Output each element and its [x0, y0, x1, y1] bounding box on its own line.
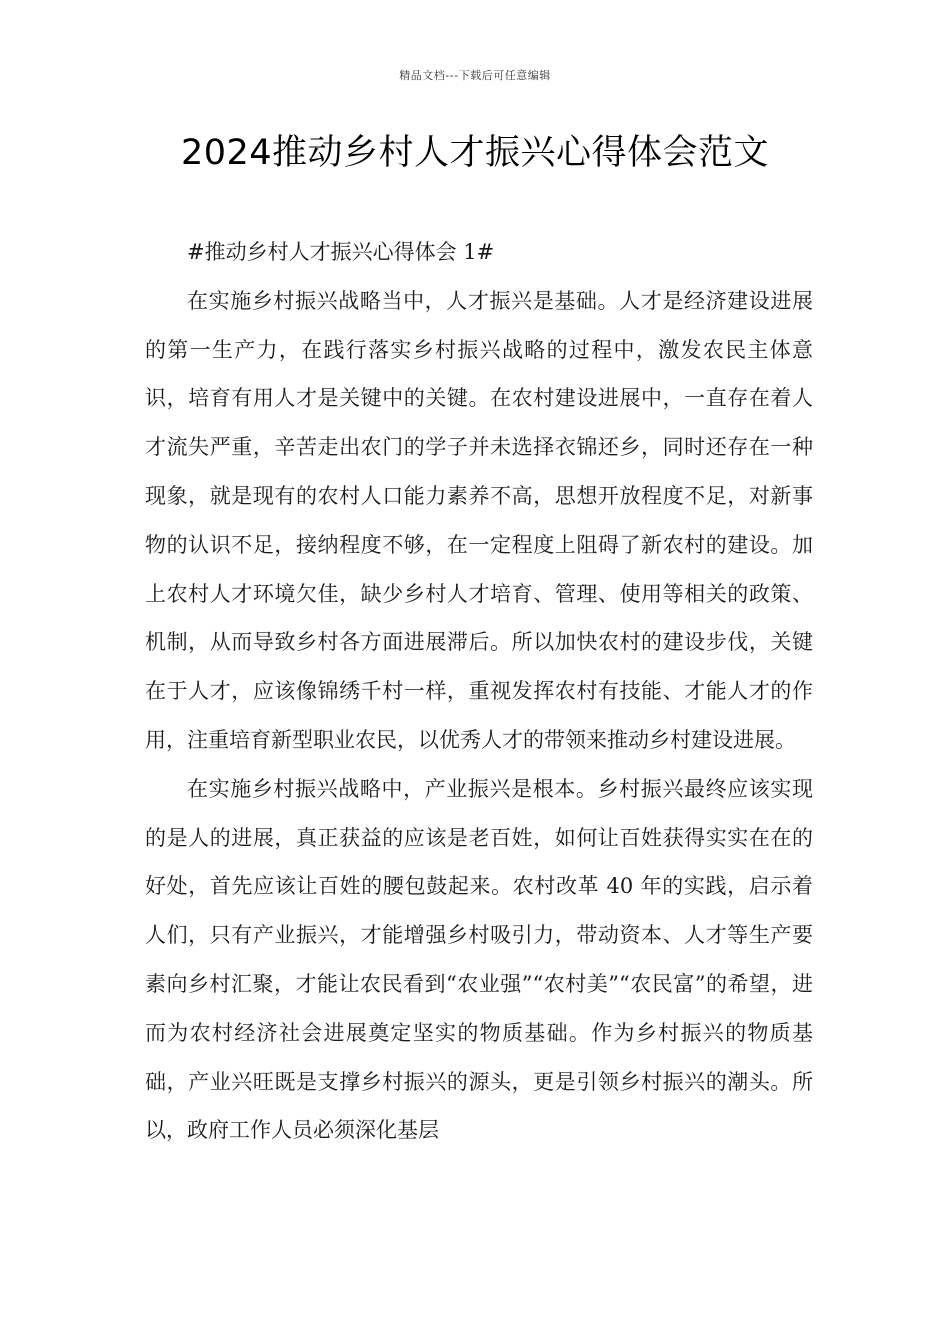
- paragraph-2: 在实施乡村振兴战略中，产业振兴是根本。乡村振兴最终应该实现的是人的进展，真正获益的应该是老百姓，如何让百姓获得实实在在的好处，首先应该让百姓的腰包鼓起来。农村改革 40 年的实践，启示着人们，只有产业振兴，才能增强乡村吸引力，带动资本、人才等生产要素向乡村汇聚，才能让农民看到“农业强”“农村美”“农民富”的希望，进而为农村经济社会进展奠定坚实的物质基础。作为乡村振兴的物质基础，产业兴旺既是支撑乡村振兴的源头，更是引领乡村振兴的潮头。所以，政府工作人员必须深化基层: [145, 776, 813, 1143]
- section-heading: #推动乡村人才振兴心得体会 1#: [187, 240, 495, 264]
- paragraph-1: 在实施乡村振兴战略当中，人才振兴是基础。人才是经济建设进展的第一生产力，在践行落实乡村振兴战略的过程中，激发农民主体意识，培育有用人才是关键中的关键。在农村建设进展中，一直存在着人才流失严重，辛苦走出农门的学子并未选择衣锦还乡，同时还存在一种现象，就是现有的农村人口能力素养不高，思想开放程度不足，对新事物的认识不足，接纳程度不够，在一定程度上阻碍了新农村的建设。加上农村人才环境欠佳，缺少乡村人才培育、管理、使用等相关的政策、机制，从而导致乡村各方面进展滞后。所以加快农村的建设步伐，关键在于人才，应该像锦绣千村一样，重视发挥农村有技能、才能人才的作用，注重培育新型职业农民，以优秀人才的带领来推动乡村建设进展。: [145, 288, 813, 752]
- header-note: 精品文档---下载后可任意编辑: [399, 69, 551, 82]
- document-body: [145, 228, 813, 1155]
- page-title: 2024推动乡村人才振兴心得体会范文: [180, 133, 770, 173]
